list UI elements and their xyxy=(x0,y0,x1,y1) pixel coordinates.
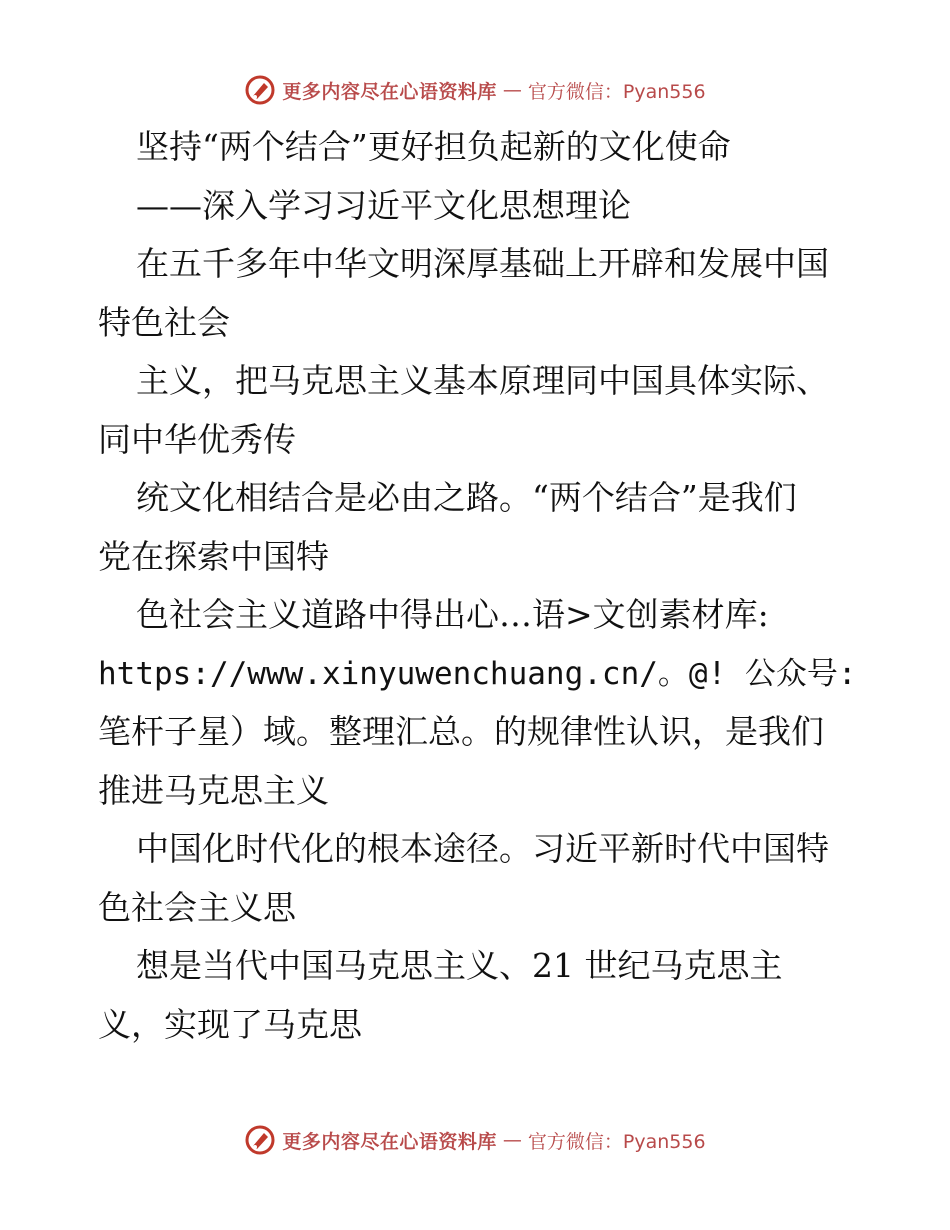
banner-contact: 官方微信：Pyan556 xyxy=(527,80,706,103)
url-line: https://www.xinyuwenchuang.cn/。@! 公众号: xyxy=(98,655,857,692)
banner-contact: 官方微信：Pyan556 xyxy=(527,1130,706,1153)
doc-subtitle: ——深入学习习近平文化思想理论 xyxy=(136,185,631,225)
pen-logo-icon xyxy=(244,74,276,106)
paragraph-line: 推进马克思主义 xyxy=(98,770,329,810)
paragraph-line: 党在探索中国特 xyxy=(98,536,329,576)
footer-banner xyxy=(0,1120,950,1160)
banner-text: 更多内容尽在心语资料库 xyxy=(282,1130,497,1153)
paragraph-line: 特色社会 xyxy=(98,302,230,342)
paragraph-line: 在五千多年中华文明深厚基础上开辟和发展中国 xyxy=(136,244,829,283)
banner-separator: — xyxy=(502,1129,522,1151)
document-body xyxy=(98,118,868,1054)
paragraph-line: 笔杆子星）域。整理汇总。的规律性认识，是我们 xyxy=(98,712,824,751)
banner-text: 更多内容尽在心语资料库 xyxy=(282,80,497,103)
paragraph-line: 同中华优秀传 xyxy=(98,419,296,459)
paragraph-line: 中国化时代化的根本途径。习近平新时代中国特 xyxy=(136,829,829,868)
paragraph-line: 色社会主义道路中得出心…语>文创素材库: xyxy=(136,595,769,634)
header-banner xyxy=(0,70,950,110)
paragraph-line: 统文化相结合是必由之路。“两个结合”是我们 xyxy=(136,478,797,517)
paragraph-line: 主义，把马克思主义基本原理同中国具体实际、 xyxy=(136,361,829,400)
paragraph-line: 义，实现了马克思 xyxy=(98,1004,362,1044)
paragraph-line: 想是当代中国马克思主义、21 世纪马克思主 xyxy=(136,946,783,985)
pen-logo-icon xyxy=(244,1124,276,1156)
doc-title: 坚持“两个结合”更好担负起新的文化使命 xyxy=(136,127,731,166)
paragraph-line: 色社会主义思 xyxy=(98,887,296,927)
banner-separator: — xyxy=(502,79,522,101)
